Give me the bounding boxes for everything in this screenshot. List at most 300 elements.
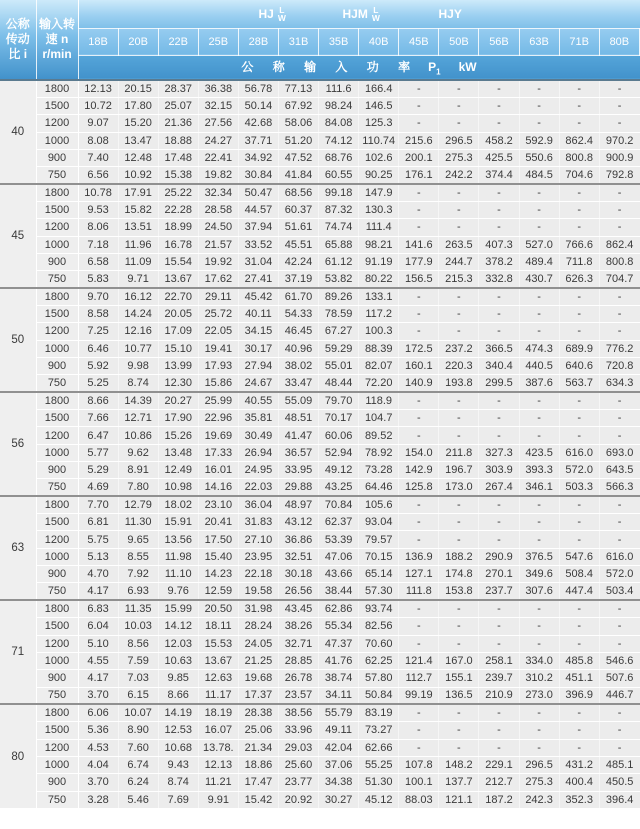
power-value-cell: 82.07	[359, 358, 399, 375]
power-value-cell: 42.24	[278, 253, 318, 270]
speed-cell: 1500	[36, 97, 78, 114]
power-value-cell: 503.3	[559, 479, 599, 496]
power-value-cell: 43.12	[278, 514, 318, 531]
power-value-cell: 11.96	[118, 236, 158, 253]
power-value-cell: 60.06	[319, 427, 359, 444]
power-value-cell: 173.0	[439, 479, 479, 496]
power-value-cell: 446.7	[599, 687, 639, 704]
power-value-cell: 48.51	[278, 410, 318, 427]
power-value-cell: 9.62	[118, 444, 158, 461]
speed-cell: 1500	[36, 201, 78, 218]
power-value-cell: 90.25	[359, 167, 399, 184]
power-value-cell: 35.81	[238, 410, 278, 427]
power-value-cell: 62.86	[319, 600, 359, 617]
table-row	[0, 115, 640, 132]
power-value-cell: 6.15	[118, 687, 158, 704]
power-value-cell: 60.37	[278, 201, 318, 218]
table-row	[0, 427, 640, 444]
table-row	[0, 236, 640, 253]
power-value-cell: 146.5	[359, 97, 399, 114]
power-value-cell: -	[519, 514, 559, 531]
power-value-cell: -	[599, 97, 639, 114]
power-value-cell: -	[599, 531, 639, 548]
power-value-cell: 110.74	[359, 132, 399, 149]
power-value-cell: 70.15	[359, 548, 399, 565]
model-header-80b: 80B	[599, 28, 639, 55]
power-value-cell: 273.0	[519, 687, 559, 704]
power-value-cell: 17.09	[158, 323, 198, 340]
power-value-cell: 22.05	[198, 323, 238, 340]
power-value-cell: 38.74	[319, 670, 359, 687]
power-value-cell: 423.5	[519, 444, 559, 461]
power-value-cell: 37.19	[278, 271, 318, 288]
power-value-cell: 7.70	[78, 496, 118, 513]
power-value-cell: 547.6	[559, 548, 599, 565]
power-value-cell: 566.3	[599, 479, 639, 496]
speed-cell: 1800	[36, 184, 78, 201]
power-value-cell: -	[599, 427, 639, 444]
power-value-cell: 34.92	[238, 149, 278, 166]
power-value-cell: 451.1	[559, 670, 599, 687]
power-value-cell: -	[599, 392, 639, 409]
power-value-cell: 340.4	[479, 358, 519, 375]
speed-cell: 1800	[36, 496, 78, 513]
power-value-cell: 111.6	[319, 80, 359, 97]
power-value-cell: -	[599, 323, 639, 340]
power-value-cell: 43.25	[319, 479, 359, 496]
speed-cell: 1000	[36, 548, 78, 565]
power-value-cell: -	[519, 739, 559, 756]
power-value-cell: -	[599, 184, 639, 201]
power-value-cell: 100.3	[359, 323, 399, 340]
power-value-cell: -	[439, 97, 479, 114]
power-value-cell: 26.94	[238, 444, 278, 461]
power-value-cell: 49.11	[319, 722, 359, 739]
power-value-cell: 62.25	[359, 652, 399, 669]
power-value-cell: 25.06	[238, 722, 278, 739]
power-value-cell: 563.7	[559, 375, 599, 392]
power-value-cell: -	[479, 201, 519, 218]
power-value-cell: 25.07	[158, 97, 198, 114]
table-row	[0, 496, 640, 513]
power-value-cell: 37.06	[319, 756, 359, 773]
power-value-cell: 12.03	[158, 635, 198, 652]
power-value-cell: 17.80	[118, 97, 158, 114]
power-value-cell: -	[479, 305, 519, 322]
power-value-cell: -	[439, 219, 479, 236]
speed-cell: 1200	[36, 427, 78, 444]
power-value-cell: 47.06	[319, 548, 359, 565]
power-value-cell: 447.4	[559, 583, 599, 600]
power-value-cell: 42.04	[319, 739, 359, 756]
power-value-cell: 82.56	[359, 618, 399, 635]
power-value-cell: 20.27	[158, 392, 198, 409]
power-value-cell: 425.5	[479, 149, 519, 166]
power-value-cell: 15.99	[158, 600, 198, 617]
table-row	[0, 132, 640, 149]
power-value-cell: 244.7	[439, 253, 479, 270]
power-value-cell: -	[479, 184, 519, 201]
power-value-cell: 13.56	[158, 531, 198, 548]
power-value-cell: 193.8	[439, 375, 479, 392]
series-header-row	[78, 0, 640, 28]
power-value-cell: 34.15	[238, 323, 278, 340]
power-value-cell: -	[399, 600, 439, 617]
power-value-cell: -	[559, 410, 599, 427]
power-value-cell: 47.52	[278, 149, 318, 166]
power-value-cell: 22.96	[198, 410, 238, 427]
speed-cell: 1200	[36, 739, 78, 756]
power-value-cell: 396.4	[599, 791, 639, 808]
power-value-cell: 93.74	[359, 600, 399, 617]
table-row	[0, 566, 640, 583]
power-value-cell: 105.6	[359, 496, 399, 513]
table-row	[0, 410, 640, 427]
power-value-cell: 62.37	[319, 514, 359, 531]
power-value-cell: -	[519, 704, 559, 721]
speed-header-line: r/min	[42, 47, 72, 61]
power-value-cell: -	[559, 115, 599, 132]
power-value-cell: 19.58	[238, 583, 278, 600]
power-value-cell: 14.12	[158, 618, 198, 635]
ratio-cell: 40	[0, 80, 36, 184]
power-value-cell: 349.6	[519, 566, 559, 583]
power-value-cell: 25.72	[198, 305, 238, 322]
power-value-cell: 13.67	[158, 271, 198, 288]
power-value-cell: -	[519, 288, 559, 305]
power-value-cell: -	[479, 531, 519, 548]
power-title-label: 公 称 输 入 功 率	[241, 60, 411, 75]
power-value-cell: 18.86	[238, 756, 278, 773]
power-value-cell: -	[559, 635, 599, 652]
power-value-cell: 366.5	[479, 340, 519, 357]
power-value-cell: 616.0	[599, 548, 639, 565]
power-value-cell: -	[559, 201, 599, 218]
power-value-cell: -	[479, 288, 519, 305]
table-row	[0, 444, 640, 461]
power-value-cell: -	[439, 410, 479, 427]
power-value-cell: 346.1	[519, 479, 559, 496]
power-value-cell: -	[559, 80, 599, 97]
model-header-56b: 56B	[479, 28, 519, 55]
power-value-cell: 15.20	[118, 115, 158, 132]
power-value-cell: 5.29	[78, 462, 118, 479]
power-value-cell: -	[599, 80, 639, 97]
power-value-cell: 4.17	[78, 583, 118, 600]
power-value-cell: 50.14	[238, 97, 278, 114]
table-row	[0, 375, 640, 392]
power-value-cell: -	[519, 305, 559, 322]
speed-cell: 1200	[36, 531, 78, 548]
speed-cell: 750	[36, 375, 78, 392]
power-value-cell: 18.11	[198, 618, 238, 635]
power-value-cell: -	[399, 618, 439, 635]
power-value-cell: 11.09	[118, 253, 158, 270]
power-value-cell: 7.18	[78, 236, 118, 253]
power-value-cell: 704.7	[599, 271, 639, 288]
power-value-cell: 38.02	[278, 358, 318, 375]
power-value-cell: -	[479, 739, 519, 756]
power-value-cell: 80.22	[359, 271, 399, 288]
power-value-cell: 48.44	[319, 375, 359, 392]
power-value-cell: 17.91	[118, 184, 158, 201]
power-value-cell: -	[439, 514, 479, 531]
power-value-cell: 374.4	[479, 167, 519, 184]
power-value-cell: 275.3	[439, 149, 479, 166]
power-value-cell: 13.48	[158, 444, 198, 461]
power-value-cell: 15.42	[238, 791, 278, 808]
power-value-cell: -	[399, 288, 439, 305]
power-value-cell: 22.03	[238, 479, 278, 496]
power-value-cell: -	[559, 704, 599, 721]
power-value-cell: 137.7	[439, 774, 479, 791]
power-value-cell: 73.27	[359, 722, 399, 739]
power-value-cell: 36.38	[198, 80, 238, 97]
power-value-cell: -	[399, 115, 439, 132]
power-value-cell: 21.34	[238, 739, 278, 756]
table-row	[0, 323, 640, 340]
power-value-cell: 111.8	[399, 583, 439, 600]
power-value-cell: 10.86	[118, 427, 158, 444]
power-value-cell: 60.55	[319, 167, 359, 184]
power-value-cell: 23.77	[278, 774, 318, 791]
power-value-cell: -	[479, 392, 519, 409]
power-value-cell: 65.14	[359, 566, 399, 583]
power-value-cell: 8.06	[78, 219, 118, 236]
model-header-25b: 25B	[198, 28, 238, 55]
power-value-cell: -	[599, 115, 639, 132]
power-value-cell: 12.71	[118, 410, 158, 427]
power-value-cell: 28.85	[278, 652, 318, 669]
table-row	[0, 774, 640, 791]
power-value-cell: -	[399, 531, 439, 548]
power-value-cell: 332.8	[479, 271, 519, 288]
power-value-cell: 8.66	[158, 687, 198, 704]
power-value-cell: 10.07	[118, 704, 158, 721]
power-value-cell: 91.19	[359, 253, 399, 270]
power-value-cell: 299.5	[479, 375, 519, 392]
power-value-cell: 310.2	[519, 670, 559, 687]
power-value-cell: 64.46	[359, 479, 399, 496]
power-value-cell: 15.91	[158, 514, 198, 531]
power-value-cell: 11.10	[158, 566, 198, 583]
table-row	[0, 149, 640, 166]
table-row	[0, 305, 640, 322]
power-value-cell: 45.42	[238, 288, 278, 305]
power-value-cell: -	[479, 115, 519, 132]
power-value-cell: -	[559, 219, 599, 236]
power-value-cell: 118.9	[359, 392, 399, 409]
power-value-cell: 303.9	[479, 462, 519, 479]
speed-cell: 1500	[36, 618, 78, 635]
speed-cell: 1000	[36, 444, 78, 461]
power-value-cell: 12.79	[118, 496, 158, 513]
table-row	[0, 791, 640, 808]
power-value-cell: 88.03	[399, 791, 439, 808]
power-value-cell: 15.38	[158, 167, 198, 184]
power-value-cell: 99.18	[319, 184, 359, 201]
power-value-cell: -	[519, 184, 559, 201]
power-value-cell: -	[439, 305, 479, 322]
power-value-cell: 74.74	[319, 219, 359, 236]
power-value-cell: 28.37	[158, 80, 198, 97]
power-value-cell: 3.70	[78, 774, 118, 791]
power-value-cell: 9.91	[198, 791, 238, 808]
power-value-cell: 167.0	[439, 652, 479, 669]
power-value-cell: 15.10	[158, 340, 198, 357]
power-value-cell: 12.59	[198, 583, 238, 600]
power-value-cell: 17.62	[198, 271, 238, 288]
power-value-cell: 22.28	[158, 201, 198, 218]
power-value-cell: 229.1	[479, 756, 519, 773]
power-value-cell: 30.49	[238, 427, 278, 444]
power-value-cell: -	[399, 80, 439, 97]
power-value-cell: -	[519, 531, 559, 548]
power-value-cell: -	[399, 739, 439, 756]
power-value-cell: 8.58	[78, 305, 118, 322]
power-value-cell: 20.92	[278, 791, 318, 808]
power-value-cell: 17.93	[198, 358, 238, 375]
power-value-cell: 125.8	[399, 479, 439, 496]
power-value-cell: -	[439, 115, 479, 132]
power-value-cell: 88.39	[359, 340, 399, 357]
power-value-cell: 572.0	[599, 566, 639, 583]
speed-cell: 900	[36, 566, 78, 583]
power-value-cell: 38.56	[278, 704, 318, 721]
model-header-50b: 50B	[439, 28, 479, 55]
power-value-cell: 396.9	[559, 687, 599, 704]
power-value-cell: 20.15	[118, 80, 158, 97]
power-value-cell: 17.50	[198, 531, 238, 548]
power-value-cell: 9.43	[158, 756, 198, 773]
power-value-cell: 296.5	[519, 756, 559, 773]
power-value-cell: -	[599, 618, 639, 635]
power-value-cell: -	[559, 305, 599, 322]
power-value-cell: 51.20	[278, 132, 318, 149]
power-value-cell: 30.27	[319, 791, 359, 808]
power-value-cell: 21.25	[238, 652, 278, 669]
power-value-cell: 5.77	[78, 444, 118, 461]
power-value-cell: 73.28	[359, 462, 399, 479]
power-value-cell: 89.26	[319, 288, 359, 305]
power-value-cell: 26.78	[278, 670, 318, 687]
lw-fraction	[278, 6, 286, 22]
ratio-header-line: 传动	[5, 32, 30, 46]
power-value-cell: 15.54	[158, 253, 198, 270]
power-value-cell: -	[519, 201, 559, 218]
table-row	[0, 219, 640, 236]
table-body	[0, 80, 640, 808]
power-value-cell: 485.1	[599, 756, 639, 773]
table-row	[0, 358, 640, 375]
power-value-cell: 6.93	[118, 583, 158, 600]
power-value-cell: 41.84	[278, 167, 318, 184]
power-value-cell: -	[479, 635, 519, 652]
power-value-cell: 11.30	[118, 514, 158, 531]
power-value-cell: 22.41	[198, 149, 238, 166]
power-value-cell: -	[399, 392, 439, 409]
power-value-cell: 6.81	[78, 514, 118, 531]
power-value-cell: 14.16	[198, 479, 238, 496]
power-value-cell: 77.13	[278, 80, 318, 97]
power-value-cell: -	[399, 722, 439, 739]
power-value-cell: 24.67	[238, 375, 278, 392]
power-value-cell: 12.16	[118, 323, 158, 340]
power-value-cell: 689.9	[559, 340, 599, 357]
power-value-cell: 47.37	[319, 635, 359, 652]
power-value-cell: 19.92	[198, 253, 238, 270]
speed-cell: 900	[36, 149, 78, 166]
power-value-cell: -	[439, 704, 479, 721]
power-value-cell: 572.0	[559, 462, 599, 479]
power-value-cell: 147.9	[359, 184, 399, 201]
table-row	[0, 288, 640, 305]
power-value-cell: -	[519, 80, 559, 97]
power-value-cell: -	[559, 618, 599, 635]
power-value-cell: 68.76	[319, 149, 359, 166]
power-value-cell: 74.12	[319, 132, 359, 149]
series-name: HJ	[258, 6, 274, 21]
power-value-cell: 6.04	[78, 618, 118, 635]
power-value-cell: 16.01	[198, 462, 238, 479]
power-value-cell: 5.36	[78, 722, 118, 739]
power-value-cell: -	[559, 184, 599, 201]
power-value-cell: 8.55	[118, 548, 158, 565]
power-value-cell: 24.50	[198, 219, 238, 236]
speed-cell: 1800	[36, 704, 78, 721]
speed-cell: 750	[36, 687, 78, 704]
power-value-cell: 11.98	[158, 548, 198, 565]
series-hjm-label	[343, 0, 380, 28]
power-value-cell: -	[399, 219, 439, 236]
power-value-cell: 5.13	[78, 548, 118, 565]
power-value-cell: 42.68	[238, 115, 278, 132]
power-value-cell: -	[479, 600, 519, 617]
power-value-cell: 550.6	[519, 149, 559, 166]
power-value-cell: 6.24	[118, 774, 158, 791]
table-row	[0, 167, 640, 184]
power-value-cell: 98.21	[359, 236, 399, 253]
power-value-cell: 33.95	[278, 462, 318, 479]
power-value-cell: 7.80	[118, 479, 158, 496]
power-value-cell: 19.41	[198, 340, 238, 357]
power-value-cell: 484.5	[519, 167, 559, 184]
power-value-cell: 31.04	[238, 253, 278, 270]
power-value-cell: 136.5	[439, 687, 479, 704]
power-value-cell: -	[439, 531, 479, 548]
table-row	[0, 271, 640, 288]
power-value-cell: 55.25	[359, 756, 399, 773]
power-value-cell: 32.71	[278, 635, 318, 652]
power-value-cell: 20.05	[158, 305, 198, 322]
power-value-cell: 430.7	[519, 271, 559, 288]
power-value-cell: -	[519, 392, 559, 409]
power-value-cell: -	[439, 600, 479, 617]
power-value-cell: 592.9	[519, 132, 559, 149]
power-value-cell: 7.60	[118, 739, 158, 756]
power-value-cell: 9.98	[118, 358, 158, 375]
power-value-cell: -	[439, 201, 479, 218]
power-value-cell: 160.1	[399, 358, 439, 375]
power-value-cell: -	[559, 739, 599, 756]
power-value-cell: 15.40	[198, 548, 238, 565]
power-value-cell: -	[599, 410, 639, 427]
power-value-cell: 117.2	[359, 305, 399, 322]
power-value-cell: 188.2	[439, 548, 479, 565]
p-letter: P	[428, 60, 437, 75]
speed-cell: 1500	[36, 410, 78, 427]
power-value-cell: 12.13	[198, 756, 238, 773]
